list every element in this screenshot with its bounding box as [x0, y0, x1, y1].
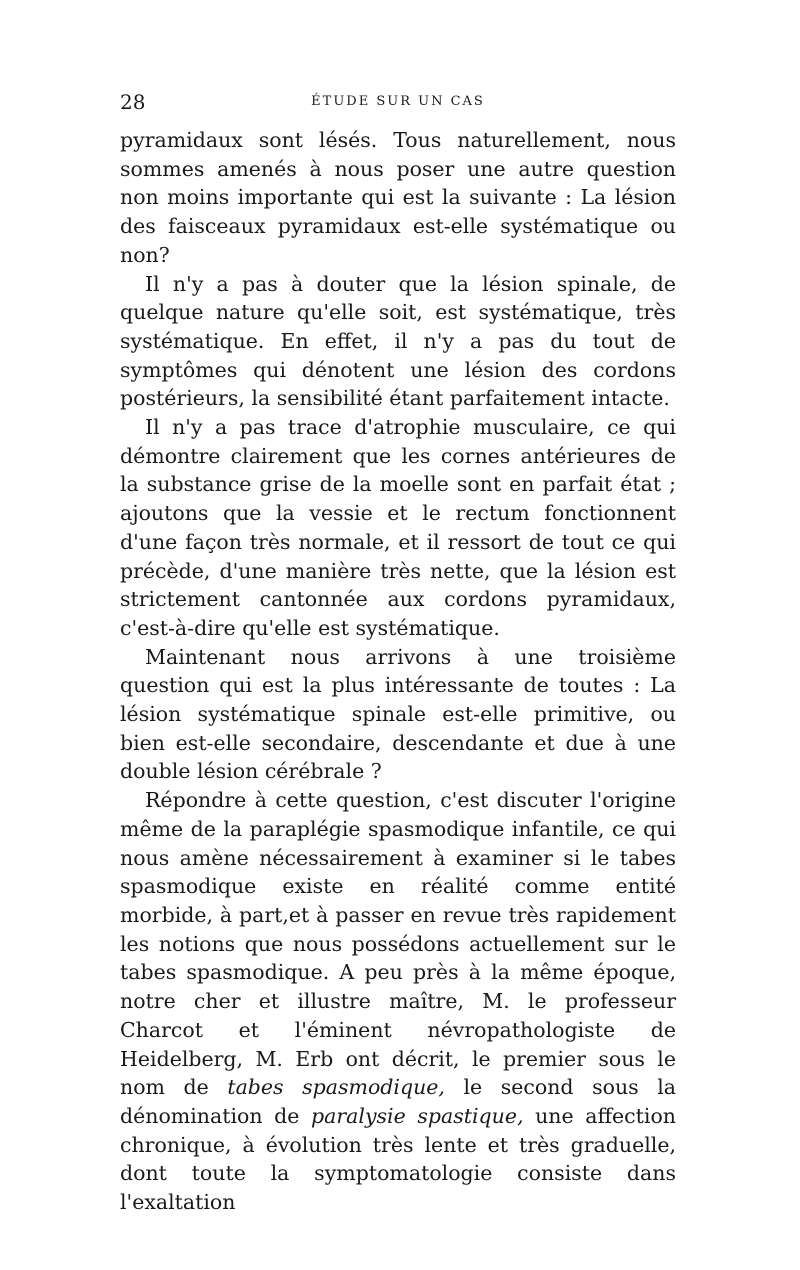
paragraph-5 [120, 786, 676, 1217]
book-page [120, 90, 676, 1217]
term-paralysie-spastique: paralysie spastique, [311, 1103, 524, 1128]
running-head: ÉTUDE SUR UN CAS [311, 94, 485, 109]
paragraph-2: Il n'y a pas à douter que la lésion spinale, de quelque nature qu'elle soit, est systématique, très systématique. En effet, il n'y a pas du tout de symptômes qui dénotent une lésion des cordons postérieurs, la sensibilité étant parfaitement intacte. [120, 271, 676, 411]
body-text [120, 126, 676, 1217]
paragraph-1: pyramidaux sont lésés. Tous naturellement, nous sommes amenés à nous poser une autre question non moins importante qui est la suivante : La lésion des faisceaux pyramidaux est-elle systématique ou non? [120, 128, 676, 267]
paragraph-3: Il n'y a pas trace d'atrophie musculaire, ce qui démontre clairement que les cornes antérieures de la substance grise de la moelle sont en parfait état ; ajoutons que la vessie et le rectum fonctionnent d'une façon très normale, et il ressort de tout ce qui précède, d'une manière très nette, que la lésion est strictement cantonnée aux cordons pyramidaux, c'est-à-dire qu'elle est systématique. [120, 415, 676, 640]
paragraph-5-part-3: une affection chronique, à évolution très lente et très graduelle, dont toute la symptomatologie consiste dans l'exaltation [120, 1103, 676, 1215]
paragraph-5-part-1: Répondre à cette question, c'est discuter l'origine même de la paraplégie spasmodique infantile, ce qui nous amène nécessairement à examiner si le tabes spasmodique existe en réalité comme entité morbide, à part,et à passer en revue très rapidement les notions que nous possédons actuellement sur le tabes spasmodique. A peu près à la même époque, notre cher et illustre maître, M. le professeur Charcot et l'éminent névropathologiste de Heidelberg, M. Erb ont décrit, le premier sous le nom de [120, 788, 676, 1100]
term-tabes-spasmodique: tabes spasmodique, [227, 1075, 445, 1100]
page-number: 28 [120, 90, 146, 114]
paragraph-4: Maintenant nous arrivons à une troisième question qui est la plus intéressante de toutes : La lésion systématique spinale est-elle primitive, ou bien est-elle secondaire, descendante et due à une double lésion cérébrale ? [120, 644, 676, 784]
page-header [120, 90, 676, 120]
paragraph-5-part-2: le second sous la dénomination de [120, 1075, 676, 1128]
